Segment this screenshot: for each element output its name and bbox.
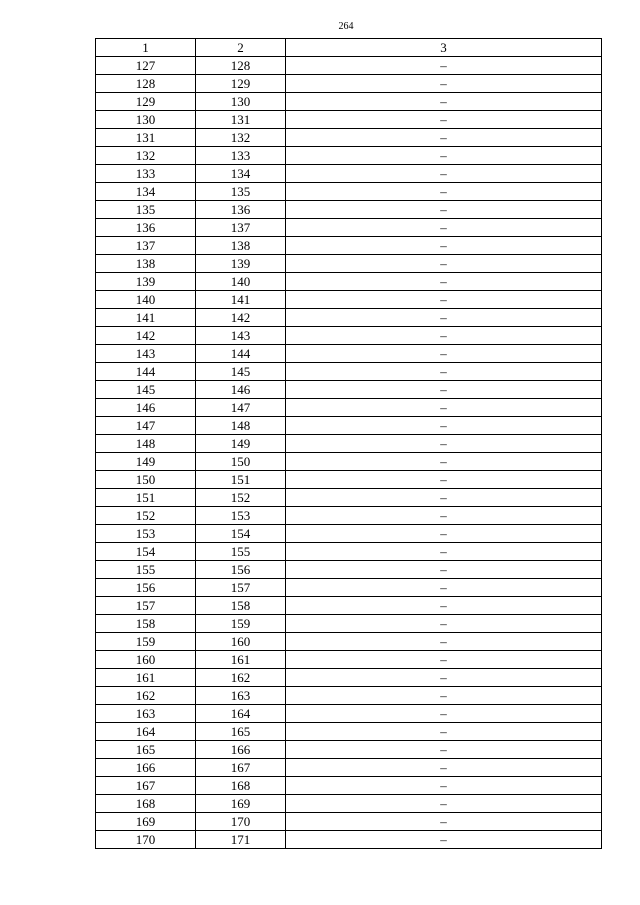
table-cell-col-3: – [286,183,602,201]
table-row [96,669,602,687]
table-cell-col-3: – [286,741,602,759]
table-cell-col-1: 154 [96,543,196,561]
table-row [96,75,602,93]
table-cell-col-1: 142 [96,327,196,345]
table-row [96,327,602,345]
table-cell-col-2: 128 [196,57,286,75]
table-row [96,741,602,759]
table-cell-col-3: – [286,399,602,417]
table-cell-col-3: – [286,507,602,525]
table-cell-col-1: 148 [96,435,196,453]
table-cell-col-3: – [286,561,602,579]
table-row [96,705,602,723]
table-cell-col-2: 137 [196,219,286,237]
table-cell-col-1: 159 [96,633,196,651]
table-cell-col-1: 129 [96,93,196,111]
table-cell-col-1: 155 [96,561,196,579]
table-cell-col-2: 159 [196,615,286,633]
table-row [96,309,602,327]
table-row [96,687,602,705]
table-row [96,831,602,849]
table-cell-col-3: – [286,93,602,111]
table-cell-col-3: – [286,165,602,183]
table-cell-col-2: 145 [196,363,286,381]
table-cell-col-2: 166 [196,741,286,759]
table-cell-col-2: 138 [196,237,286,255]
table-cell-col-1: 144 [96,363,196,381]
table-cell-col-1: 139 [96,273,196,291]
table-cell-col-3: – [286,651,602,669]
table-cell-col-1: 140 [96,291,196,309]
table-cell-col-1: 147 [96,417,196,435]
table-cell-col-1: 138 [96,255,196,273]
table-cell-col-2: 170 [196,813,286,831]
table-row [96,525,602,543]
table-row [96,183,602,201]
table-row [96,165,602,183]
table-cell-col-3: – [286,489,602,507]
table-cell-col-3: – [286,291,602,309]
table-row [96,435,602,453]
table-row [96,813,602,831]
table-cell-col-3: – [286,633,602,651]
table-row [96,57,602,75]
table-header-row [96,39,602,57]
table-cell-col-1: 143 [96,345,196,363]
table-row [96,507,602,525]
table-row [96,453,602,471]
table-cell-col-3: – [286,57,602,75]
table-row [96,129,602,147]
table-cell-col-3: – [286,453,602,471]
table-row [96,489,602,507]
table-cell-col-3: – [286,255,602,273]
table-cell-col-2: 156 [196,561,286,579]
table-cell-col-2: 136 [196,201,286,219]
table-cell-col-1: 149 [96,453,196,471]
table-row [96,723,602,741]
table-cell-col-2: 155 [196,543,286,561]
table-cell-col-1: 145 [96,381,196,399]
column-header-3: 3 [286,39,602,57]
table-row [96,777,602,795]
table-cell-col-1: 131 [96,129,196,147]
table-cell-col-2: 168 [196,777,286,795]
table-cell-col-2: 161 [196,651,286,669]
table-cell-col-2: 157 [196,579,286,597]
table-cell-col-2: 150 [196,453,286,471]
table-cell-col-2: 164 [196,705,286,723]
table-row [96,417,602,435]
table-cell-col-3: – [286,363,602,381]
table-cell-col-1: 169 [96,813,196,831]
table-cell-col-2: 147 [196,399,286,417]
table-row [96,381,602,399]
table-cell-col-2: 131 [196,111,286,129]
table-cell-col-3: – [286,237,602,255]
table-cell-col-1: 137 [96,237,196,255]
table-row [96,255,602,273]
table-cell-col-3: – [286,435,602,453]
table-cell-col-2: 129 [196,75,286,93]
table-cell-col-3: – [286,201,602,219]
table-cell-col-2: 143 [196,327,286,345]
table-cell-col-3: – [286,687,602,705]
table-cell-col-3: – [286,111,602,129]
table-cell-col-2: 135 [196,183,286,201]
table-cell-col-1: 134 [96,183,196,201]
table-cell-col-3: – [286,309,602,327]
table-cell-col-3: – [286,345,602,363]
table-cell-col-2: 146 [196,381,286,399]
table-row [96,759,602,777]
table-cell-col-1: 153 [96,525,196,543]
table-cell-col-1: 164 [96,723,196,741]
table-cell-col-1: 136 [96,219,196,237]
table-cell-col-2: 144 [196,345,286,363]
table-cell-col-1: 141 [96,309,196,327]
table-row [96,471,602,489]
table-cell-col-3: – [286,219,602,237]
table-row [96,579,602,597]
table-cell-col-2: 149 [196,435,286,453]
table-cell-col-1: 128 [96,75,196,93]
page-number: 264 [338,21,354,32]
table-cell-col-3: – [286,273,602,291]
table-row [96,597,602,615]
table-cell-col-3: – [286,723,602,741]
table-cell-col-2: 132 [196,129,286,147]
table-cell-col-2: 140 [196,273,286,291]
table-cell-col-3: – [286,705,602,723]
table-row [96,561,602,579]
table-row [96,93,602,111]
table-cell-col-2: 139 [196,255,286,273]
table-cell-col-2: 165 [196,723,286,741]
table-cell-col-1: 161 [96,669,196,687]
table-cell-col-2: 158 [196,597,286,615]
table-cell-col-1: 127 [96,57,196,75]
table-cell-col-1: 166 [96,759,196,777]
table-cell-col-2: 171 [196,831,286,849]
table-cell-col-3: – [286,471,602,489]
table-cell-col-1: 167 [96,777,196,795]
table-cell-col-1: 158 [96,615,196,633]
table-cell-col-1: 168 [96,795,196,813]
table-cell-col-1: 146 [96,399,196,417]
table-row [96,651,602,669]
table-cell-col-3: – [286,615,602,633]
table-cell-col-3: – [286,597,602,615]
table-cell-col-2: 151 [196,471,286,489]
table-cell-col-3: – [286,327,602,345]
table-body [96,57,602,849]
table-cell-col-3: – [286,75,602,93]
column-header-1: 1 [96,39,196,57]
table-cell-col-3: – [286,417,602,435]
table-cell-col-3: – [286,381,602,399]
table-row [96,615,602,633]
table-cell-col-1: 152 [96,507,196,525]
table-cell-col-3: – [286,813,602,831]
table-cell-col-3: – [286,147,602,165]
table-cell-col-1: 156 [96,579,196,597]
table-cell-col-1: 170 [96,831,196,849]
table-cell-col-1: 163 [96,705,196,723]
table-row [96,633,602,651]
table-cell-col-2: 142 [196,309,286,327]
table-cell-col-1: 160 [96,651,196,669]
table-cell-col-3: – [286,129,602,147]
table-cell-col-3: – [286,777,602,795]
table-row [96,363,602,381]
table-cell-col-1: 150 [96,471,196,489]
table-row [96,345,602,363]
table-row [96,147,602,165]
table-cell-col-1: 132 [96,147,196,165]
table-cell-col-1: 130 [96,111,196,129]
table-cell-col-3: – [286,795,602,813]
table-cell-col-1: 157 [96,597,196,615]
table-cell-col-2: 141 [196,291,286,309]
table-cell-col-1: 133 [96,165,196,183]
table-cell-col-3: – [286,669,602,687]
table-cell-col-1: 162 [96,687,196,705]
table-cell-col-2: 152 [196,489,286,507]
table-cell-col-2: 153 [196,507,286,525]
table-cell-col-1: 135 [96,201,196,219]
table-row [96,273,602,291]
table-cell-col-2: 134 [196,165,286,183]
table-cell-col-3: – [286,759,602,777]
table-cell-col-1: 151 [96,489,196,507]
table-row [96,237,602,255]
table-cell-col-3: – [286,831,602,849]
table-row [96,399,602,417]
table-cell-col-2: 162 [196,669,286,687]
table-cell-col-2: 163 [196,687,286,705]
data-table [95,38,602,849]
table-cell-col-2: 148 [196,417,286,435]
table-cell-col-2: 160 [196,633,286,651]
table-cell-col-3: – [286,579,602,597]
column-header-2: 2 [196,39,286,57]
table-cell-col-2: 154 [196,525,286,543]
table-row [96,219,602,237]
table-cell-col-2: 130 [196,93,286,111]
table-row [96,201,602,219]
table-cell-col-1: 165 [96,741,196,759]
table-row [96,795,602,813]
table-row [96,111,602,129]
table-cell-col-2: 169 [196,795,286,813]
table-row [96,291,602,309]
table-cell-col-2: 133 [196,147,286,165]
table-cell-col-3: – [286,525,602,543]
table-row [96,543,602,561]
table-cell-col-2: 167 [196,759,286,777]
table-cell-col-3: – [286,543,602,561]
